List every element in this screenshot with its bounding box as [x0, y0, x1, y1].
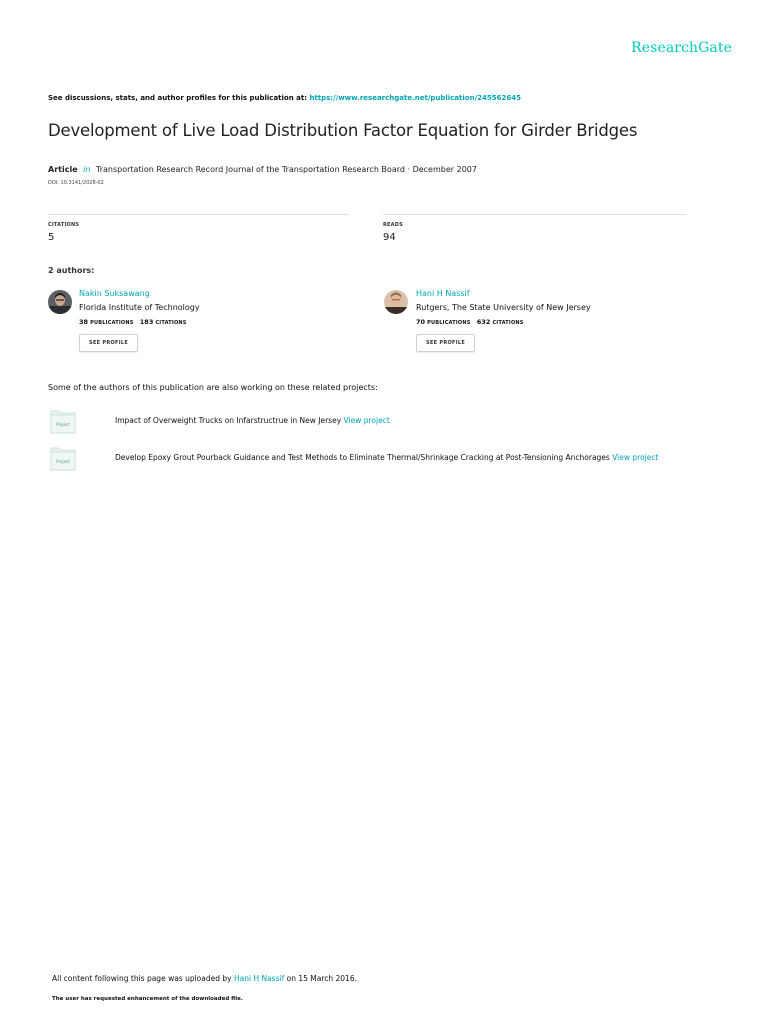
author-2-publications-count: 70	[416, 318, 426, 326]
researchgate-logo[interactable]: ResearchGate	[631, 40, 732, 56]
uploader-link[interactable]: Hani H Nassif	[233, 974, 285, 983]
project-2	[115, 453, 658, 462]
article-in: in	[83, 165, 91, 174]
discussion-line	[48, 94, 521, 102]
person-photo-icon	[48, 290, 72, 314]
related-projects-heading: Some of the authors of this publication are also working on these related projects:	[48, 383, 378, 392]
project-folder-icon[interactable]	[50, 445, 76, 467]
project-2-title: Develop Epoxy Grout Pourback Guidance and Test Methods to Eliminate Thermal/Shrinkage Cracking at Post-Tensioning Anchorages	[115, 453, 610, 462]
avatar-author-1[interactable]	[48, 290, 72, 314]
project-1-view-link[interactable]: View project	[343, 416, 390, 425]
author-1-name-link[interactable]: Nakin Suksawang	[79, 289, 150, 298]
person-photo-icon	[384, 290, 408, 314]
discussion-prefix: See discussions, stats, and author profiles for this publication at:	[48, 94, 308, 102]
publication-title: Development of Live Load Distribution Factor Equation for Girder Bridges	[48, 121, 638, 140]
upload-note	[52, 974, 357, 983]
reads-divider	[383, 214, 686, 215]
article-line	[48, 165, 477, 174]
reads-value: 94	[383, 232, 396, 243]
project-icon-label: Project	[56, 422, 70, 427]
citations-label: CITATIONS	[48, 222, 80, 228]
author-1-affiliation: Florida Institute of Technology	[79, 303, 200, 312]
project-folder-icon[interactable]	[50, 408, 76, 430]
author-2-name-link[interactable]: Hani H Nassif	[416, 289, 470, 298]
project-1-title: Impact of Overweight Trucks on Infarstructrue in New Jersey	[115, 416, 342, 425]
author-1-citations-count: 183	[139, 318, 154, 326]
article-venue[interactable]: Transportation Research Record Journal of the Transportation Research Board · December 2007	[96, 165, 477, 174]
author-1-stats	[79, 318, 187, 326]
author-2-citations-count: 632	[476, 318, 491, 326]
project-1	[115, 416, 390, 425]
reads-label: READS	[383, 222, 403, 228]
upload-suffix: on 15 March 2016.	[286, 974, 357, 983]
publication-url-link[interactable]: https://www.researchgate.net/publication/245562645	[309, 94, 521, 102]
see-profile-button-author-2[interactable]: SEE PROFILE	[416, 334, 475, 352]
citations-divider	[48, 214, 349, 215]
citations-value: 5	[48, 232, 55, 243]
authors-heading: 2 authors:	[48, 266, 95, 275]
author-2-stats	[416, 318, 524, 326]
author-2-citations-label: CITATIONS	[492, 320, 524, 326]
project-2-view-link[interactable]: View project	[612, 453, 659, 462]
see-profile-button-author-1[interactable]: SEE PROFILE	[79, 334, 138, 352]
article-doi: DOI: 10.3141/2028-02	[48, 180, 104, 186]
avatar-author-2[interactable]	[384, 290, 408, 314]
project-icon-label: Project	[56, 459, 70, 464]
author-1-citations-label: CITATIONS	[155, 320, 187, 326]
enhancement-note: The user has requested enhancement of the downloaded file.	[52, 996, 243, 1002]
author-1-publications-count: 38	[79, 318, 89, 326]
article-type: Article	[48, 165, 78, 174]
author-2-affiliation: Rutgers, The State University of New Jersey	[416, 303, 591, 312]
author-2-publications-label: PUBLICATIONS	[427, 320, 471, 326]
author-1-publications-label: PUBLICATIONS	[90, 320, 134, 326]
upload-prefix: All content following this page was uploaded by	[52, 974, 232, 983]
